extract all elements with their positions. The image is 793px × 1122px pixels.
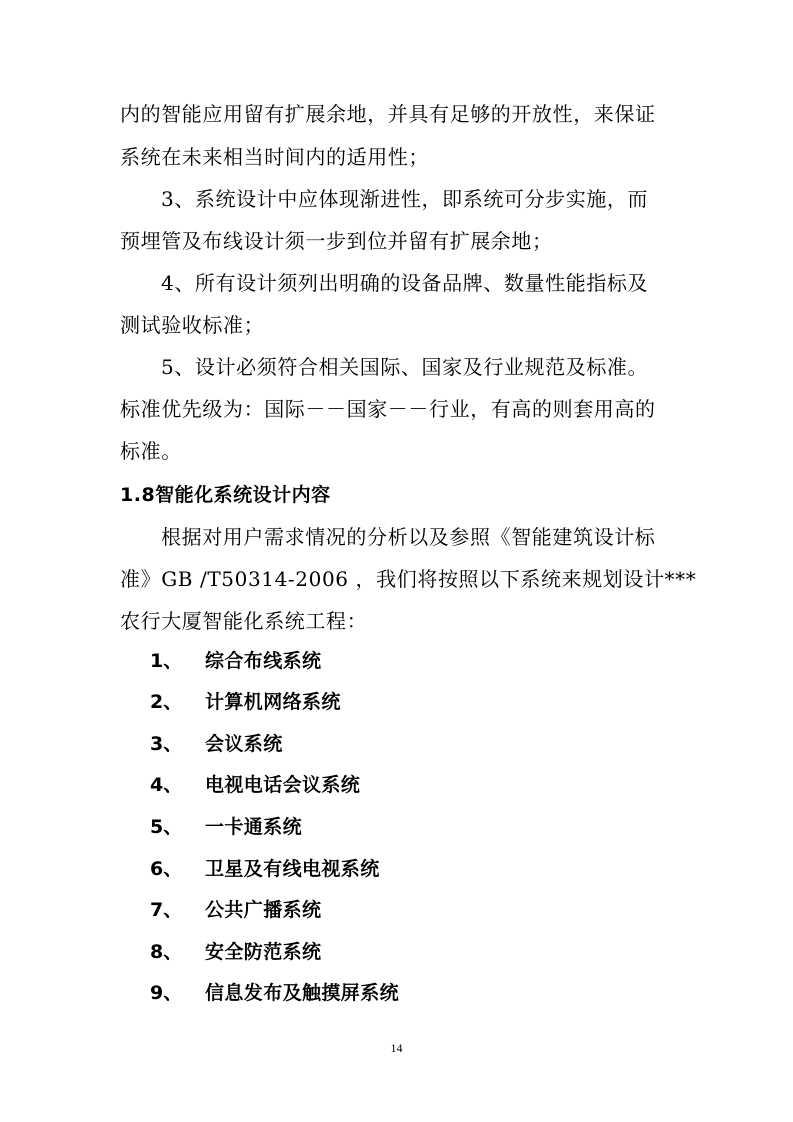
list-number: 4、 [150, 774, 183, 796]
system-list-item [150, 648, 650, 674]
system-name: 电视电话会议系统 [205, 774, 361, 796]
list-number: 9、 [150, 982, 183, 1004]
section-intro-line: 准》GB /T50314-2006 ，我们将按照以下系统来规划设计*** [120, 567, 697, 591]
system-name: 公共广播系统 [205, 899, 322, 921]
system-list-item [150, 731, 650, 757]
list-number: 8、 [150, 941, 183, 963]
page-number: 14 [390, 1041, 403, 1055]
system-name: 会议系统 [205, 733, 283, 755]
system-list-item [150, 689, 650, 715]
system-name: 计算机网络系统 [205, 691, 341, 713]
section-intro-line: 根据对用户需求情况的分析以及参照《智能建筑设计标 [161, 525, 656, 549]
paragraph-line: 标准。 [120, 439, 182, 463]
system-list-item [150, 897, 650, 923]
list-number: 3、 [150, 733, 183, 755]
requirement-5-line: 5、设计必须符合相关国际、国家及行业规范及标准。 [161, 355, 649, 379]
section-heading: 1.8智能化系统设计内容 [120, 484, 331, 506]
list-number: 2、 [150, 691, 183, 713]
requirement-4-line: 4、所有设计须列出明确的设备品牌、数量性能指标及 [161, 271, 649, 295]
system-name: 卫星及有线电视系统 [205, 858, 380, 880]
list-number: 6、 [150, 858, 183, 880]
paragraph-line: 内的智能应用留有扩展余地，并具有足够的开放性，来保证 [120, 102, 656, 126]
paragraph-line: 系统在未来相当时间内的适用性； [120, 145, 429, 169]
system-name: 一卡通系统 [205, 816, 303, 838]
section-intro-line: 农行大厦智能化系统工程： [120, 609, 368, 633]
system-list-item [150, 814, 650, 840]
list-number: 7、 [150, 899, 183, 921]
system-list-item [150, 939, 650, 965]
list-number: 5、 [150, 816, 183, 838]
list-number: 1、 [150, 650, 183, 672]
paragraph-line: 测试验收标准； [120, 313, 265, 337]
system-list-item [150, 980, 650, 1006]
requirement-3-line: 3、系统设计中应体现渐进性，即系统可分步实施，而 [161, 187, 649, 211]
paragraph-line: 预埋管及布线设计须一步到位并留有扩展余地； [120, 229, 553, 253]
system-list-item [150, 772, 650, 798]
system-list-item [150, 856, 650, 882]
system-name: 安全防范系统 [205, 941, 322, 963]
system-name: 综合布线系统 [205, 650, 322, 672]
system-name: 信息发布及触摸屏系统 [205, 982, 400, 1004]
paragraph-line: 标准优先级为：国际－－国家－－行业，有高的则套用高的 [120, 397, 656, 421]
